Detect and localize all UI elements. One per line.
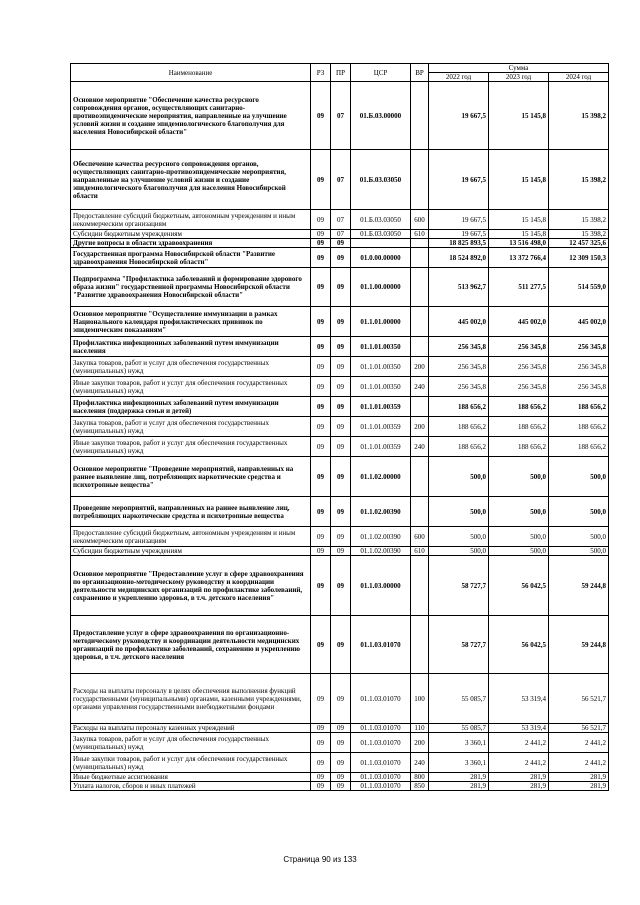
row-value-2022: 256 345,8: [429, 357, 489, 377]
row-rz: 09: [311, 556, 331, 616]
row-value-2024: 500,0: [549, 457, 609, 497]
row-value-2022: 188 656,2: [429, 437, 489, 457]
table-row: [71, 724, 609, 733]
row-vr: 240: [411, 377, 429, 397]
header-csr: ЦСР: [351, 64, 411, 82]
page-number: Страница 90 из 133: [283, 855, 357, 864]
row-name: Закупка товаров, работ и услуг для обеспечения государственных (муниципальных) нужд: [71, 417, 311, 437]
row-vr: [411, 82, 429, 150]
table-row: [71, 377, 609, 397]
row-rz: 09: [311, 239, 331, 248]
row-csr: 01.1.03.01070: [351, 724, 411, 733]
row-name: Другие вопросы в области здравоохранения: [71, 239, 311, 248]
row-value-2024: 12 457 325,6: [549, 239, 609, 248]
row-value-2022: 256 345,8: [429, 337, 489, 357]
table-row: [71, 773, 609, 782]
row-csr: 01.1.02.00390: [351, 527, 411, 547]
row-pr: 09: [331, 417, 351, 437]
row-vr: 600: [411, 527, 429, 547]
row-value-2023: 2 441,2: [489, 753, 549, 773]
row-value-2022: 55 085,7: [429, 674, 489, 724]
row-csr: 01.1.01.00350: [351, 377, 411, 397]
row-csr: 01.1.03.01070: [351, 616, 411, 674]
row-value-2024: 256 345,8: [549, 377, 609, 397]
row-csr: 01.Б.03.00000: [351, 82, 411, 150]
row-pr: 09: [331, 457, 351, 497]
row-name: Государственная программа Новосибирской области "Развитие здравоохранения Новосибирской области": [71, 248, 311, 268]
table-row: [71, 547, 609, 556]
row-pr: 07: [331, 230, 351, 239]
row-name: Субсидии бюджетным учреждениям: [71, 230, 311, 239]
row-value-2024: 500,0: [549, 547, 609, 556]
row-value-2024: 56 521,7: [549, 724, 609, 733]
table-row: [71, 674, 609, 724]
row-rz: 09: [311, 527, 331, 547]
row-csr: 01.1.01.00350: [351, 337, 411, 357]
row-value-2022: 55 085,7: [429, 724, 489, 733]
row-csr: 01.1.03.01070: [351, 753, 411, 773]
row-name: Предоставление услуг в сфере здравоохранения по организационно-методическому руководству и координации деятельности медицинских организаций по профилактике заболеваний, сохранению и укреплению здоровья, в т.ч. детского населения: [71, 616, 311, 674]
row-name: Подпрограмма "Профилактика заболеваний и формирование здорового образа жизни" государственной программы Новосибирской области "Развитие здравоохранения Новосибирской области": [71, 268, 311, 307]
row-value-2022: 513 962,7: [429, 268, 489, 307]
row-rz: 09: [311, 674, 331, 724]
row-rz: 09: [311, 377, 331, 397]
row-pr: 09: [331, 497, 351, 527]
table-row: [71, 457, 609, 497]
row-value-2024: 188 656,2: [549, 437, 609, 457]
row-csr: 01.1.00.00000: [351, 268, 411, 307]
row-csr: 01.1.01.00359: [351, 417, 411, 437]
row-name: Основное мероприятие "Проведение мероприятий, направленных на раннее выявление лиц, потребляющих наркотические средства и психотропные вещества": [71, 457, 311, 497]
row-name: Основное мероприятие "Предоставление услуг в сфере здравоохранения по организационно-методическому руководству и координации деятельности медицинских организаций по профилактике заболеваний, сохранению и укреплению здоровья, в т.ч. детского населения": [71, 556, 311, 616]
row-rz: 09: [311, 733, 331, 753]
row-vr: [411, 248, 429, 268]
row-value-2022: 58 727,7: [429, 556, 489, 616]
row-csr: 01.1.02.00000: [351, 457, 411, 497]
row-value-2024: 281,9: [549, 782, 609, 791]
row-pr: 09: [331, 556, 351, 616]
row-rz: 09: [311, 397, 331, 417]
table-row: [71, 417, 609, 437]
row-value-2022: 500,0: [429, 547, 489, 556]
row-rz: 09: [311, 437, 331, 457]
table-row: [71, 239, 609, 248]
row-rz: 09: [311, 268, 331, 307]
table-row: [71, 497, 609, 527]
row-pr: 09: [331, 782, 351, 791]
row-csr: 01.Б.03.03050: [351, 210, 411, 230]
row-value-2023: 53 319,4: [489, 724, 549, 733]
row-pr: 09: [331, 337, 351, 357]
row-name: Закупка товаров, работ и услуг для обеспечения государственных (муниципальных) нужд: [71, 357, 311, 377]
row-value-2023: 256 345,8: [489, 337, 549, 357]
row-vr: [411, 268, 429, 307]
row-vr: [411, 397, 429, 417]
row-value-2024: 281,9: [549, 773, 609, 782]
row-vr: 200: [411, 417, 429, 437]
row-csr: 01.1.03.00000: [351, 556, 411, 616]
row-value-2022: 500,0: [429, 497, 489, 527]
row-csr: 01.Б.03.03050: [351, 150, 411, 210]
row-name: Предоставление субсидий бюджетным, автономным учреждениям и иным некоммерческим организациям: [71, 210, 311, 230]
table-row: [71, 437, 609, 457]
row-value-2022: 281,9: [429, 782, 489, 791]
row-value-2024: 15 398,2: [549, 210, 609, 230]
row-value-2024: 256 345,8: [549, 357, 609, 377]
header-year-2023: 2023 год: [489, 73, 549, 82]
row-value-2024: 2 441,2: [549, 753, 609, 773]
row-value-2024: 188 656,2: [549, 397, 609, 417]
row-pr: 09: [331, 248, 351, 268]
row-value-2023: 281,9: [489, 773, 549, 782]
row-value-2023: 13 372 766,4: [489, 248, 549, 268]
row-pr: 09: [331, 357, 351, 377]
row-value-2024: 445 002,0: [549, 307, 609, 337]
row-pr: 09: [331, 307, 351, 337]
row-value-2024: 15 398,2: [549, 150, 609, 210]
row-vr: [411, 497, 429, 527]
row-vr: 240: [411, 437, 429, 457]
row-value-2023: 500,0: [489, 527, 549, 547]
row-vr: 200: [411, 733, 429, 753]
row-name: Профилактика инфекционных заболеваний путем иммунизации населения (поддержка семьи и детей): [71, 397, 311, 417]
header-pr: ПР: [331, 64, 351, 82]
row-value-2022: 19 667,5: [429, 82, 489, 150]
row-rz: 09: [311, 230, 331, 239]
row-name: Уплата налогов, сборов и иных платежей: [71, 782, 311, 791]
row-value-2023: 13 516 498,0: [489, 239, 549, 248]
row-vr: [411, 457, 429, 497]
row-rz: 09: [311, 782, 331, 791]
row-name: Обеспечение качества ресурсного сопровождения органов, осуществляющих санитарно-противоэпидемические мероприятия, направленные на улучшение условий жизни и создание эпидемиологического благополучия для населения Новосибирской области: [71, 150, 311, 210]
row-pr: 09: [331, 674, 351, 724]
row-csr: 01.1.02.00390: [351, 497, 411, 527]
row-name: Иные закупки товаров, работ и услуг для обеспечения государственных (муниципальных) нужд: [71, 377, 311, 397]
row-rz: 09: [311, 357, 331, 377]
row-value-2023: 281,9: [489, 782, 549, 791]
row-rz: 09: [311, 307, 331, 337]
header-sum: Сумма: [429, 64, 609, 73]
row-vr: [411, 616, 429, 674]
row-rz: 09: [311, 417, 331, 437]
row-value-2022: 256 345,8: [429, 377, 489, 397]
row-name: Расходы на выплаты персоналу казенных учреждений: [71, 724, 311, 733]
row-pr: 09: [331, 773, 351, 782]
row-value-2022: 500,0: [429, 527, 489, 547]
row-value-2022: 19 667,5: [429, 210, 489, 230]
budget-table-sheet: [70, 63, 608, 791]
row-value-2022: 18 524 892,0: [429, 248, 489, 268]
row-value-2022: 500,0: [429, 457, 489, 497]
row-rz: 09: [311, 457, 331, 497]
row-rz: 09: [311, 337, 331, 357]
row-value-2022: 3 360,1: [429, 733, 489, 753]
row-pr: 09: [331, 547, 351, 556]
row-value-2024: 12 309 150,3: [549, 248, 609, 268]
row-vr: [411, 337, 429, 357]
row-pr: 09: [331, 397, 351, 417]
row-value-2024: 500,0: [549, 497, 609, 527]
table-row: [71, 307, 609, 337]
row-value-2024: 15 398,2: [549, 230, 609, 239]
row-value-2023: 500,0: [489, 457, 549, 497]
row-name: Иные закупки товаров, работ и услуг для обеспечения государственных (муниципальных) нужд: [71, 753, 311, 773]
row-name: Профилактика инфекционных заболеваний путем иммунизации населения: [71, 337, 311, 357]
table-row: [71, 753, 609, 773]
row-pr: 09: [331, 239, 351, 248]
row-value-2022: 188 656,2: [429, 417, 489, 437]
row-value-2023: 15 145,8: [489, 210, 549, 230]
table-row: [71, 337, 609, 357]
row-csr: 01.1.03.01070: [351, 733, 411, 753]
row-vr: 610: [411, 547, 429, 556]
row-rz: 09: [311, 82, 331, 150]
row-value-2022: 281,9: [429, 773, 489, 782]
table-body: [71, 82, 609, 791]
row-name: Основное мероприятие "Осуществление иммунизации в рамках Национального календаря профилактических прививок по эпидемическим показаниям": [71, 307, 311, 337]
row-name: Расходы на выплаты персоналу в целях обеспечения выполнения функций государственными (муниципальными) органами, казенными учреждениями, органами управления государственными внебюджетными фондами: [71, 674, 311, 724]
table-row: [71, 268, 609, 307]
table-row: [71, 150, 609, 210]
row-name: Субсидии бюджетным учреждениям: [71, 547, 311, 556]
row-csr: 01.Б.03.03050: [351, 230, 411, 239]
row-value-2023: 56 042,5: [489, 556, 549, 616]
row-rz: 09: [311, 773, 331, 782]
row-vr: 240: [411, 753, 429, 773]
row-value-2024: 2 441,2: [549, 733, 609, 753]
row-value-2022: 19 667,5: [429, 230, 489, 239]
row-value-2022: 445 002,0: [429, 307, 489, 337]
row-value-2024: 15 398,2: [549, 82, 609, 150]
row-value-2023: 256 345,8: [489, 377, 549, 397]
row-value-2024: 59 244,8: [549, 556, 609, 616]
row-vr: 110: [411, 724, 429, 733]
row-value-2024: 514 559,0: [549, 268, 609, 307]
row-name: Предоставление субсидий бюджетным, автономным учреждениям и иным некоммерческим организациям: [71, 527, 311, 547]
row-name: Иные бюджетные ассигнования: [71, 773, 311, 782]
row-csr: 01.1.03.01070: [351, 782, 411, 791]
table-row: [71, 616, 609, 674]
row-value-2023: 15 145,8: [489, 82, 549, 150]
row-pr: 09: [331, 377, 351, 397]
row-rz: 09: [311, 616, 331, 674]
row-value-2024: 188 656,2: [549, 417, 609, 437]
row-value-2024: 500,0: [549, 527, 609, 547]
row-pr: 09: [331, 527, 351, 547]
row-vr: [411, 307, 429, 337]
row-value-2023: 15 145,8: [489, 230, 549, 239]
row-vr: [411, 150, 429, 210]
row-value-2023: 53 319,4: [489, 674, 549, 724]
row-pr: 09: [331, 733, 351, 753]
row-value-2023: 188 656,2: [489, 417, 549, 437]
row-pr: 07: [331, 150, 351, 210]
row-value-2024: 59 244,8: [549, 616, 609, 674]
row-csr: 01.1.02.00390: [351, 547, 411, 556]
row-csr: [351, 239, 411, 248]
row-pr: 09: [331, 753, 351, 773]
row-pr: 09: [331, 724, 351, 733]
row-value-2023: 500,0: [489, 547, 549, 556]
row-name: Иные закупки товаров, работ и услуг для обеспечения государственных (муниципальных) нужд: [71, 437, 311, 457]
table-row: [71, 556, 609, 616]
row-rz: 09: [311, 248, 331, 268]
header-year-2022: 2022 год: [429, 73, 489, 82]
row-value-2023: 445 002,0: [489, 307, 549, 337]
table-row: [71, 248, 609, 268]
row-vr: [411, 239, 429, 248]
table-row: [71, 397, 609, 417]
row-name: Закупка товаров, работ и услуг для обеспечения государственных (муниципальных) нужд: [71, 733, 311, 753]
row-csr: 01.1.03.01070: [351, 773, 411, 782]
row-value-2022: 19 667,5: [429, 150, 489, 210]
table-row: [71, 82, 609, 150]
row-name: Основное мероприятие "Обеспечение качества ресурсного сопровождения органов, осуществляющих санитарно-противоэпидемические мероприятия, направленные на улучшение условий жизни и создание эпидемиологического благополучия для населения Новосибирской области": [71, 82, 311, 150]
row-pr: 09: [331, 268, 351, 307]
row-value-2023: 15 145,8: [489, 150, 549, 210]
row-csr: 01.1.01.00359: [351, 437, 411, 457]
table-row: [71, 527, 609, 547]
row-rz: 09: [311, 497, 331, 527]
row-csr: 01.1.01.00350: [351, 357, 411, 377]
row-value-2023: 511 277,5: [489, 268, 549, 307]
row-csr: 01.1.01.00359: [351, 397, 411, 417]
row-value-2022: 188 656,2: [429, 397, 489, 417]
row-csr: 01.1.01.00000: [351, 307, 411, 337]
row-value-2023: 188 656,2: [489, 437, 549, 457]
row-vr: 600: [411, 210, 429, 230]
row-pr: 07: [331, 210, 351, 230]
row-vr: 610: [411, 230, 429, 239]
row-vr: 100: [411, 674, 429, 724]
row-value-2023: 188 656,2: [489, 397, 549, 417]
row-vr: 200: [411, 357, 429, 377]
row-value-2024: 56 521,7: [549, 674, 609, 724]
table-row: [71, 733, 609, 753]
table-row: [71, 357, 609, 377]
row-rz: 09: [311, 724, 331, 733]
row-value-2023: 2 441,2: [489, 733, 549, 753]
row-csr: 01.0.00.00000: [351, 248, 411, 268]
row-value-2024: 256 345,8: [549, 337, 609, 357]
row-csr: 01.1.03.01070: [351, 674, 411, 724]
row-value-2023: 256 345,8: [489, 357, 549, 377]
row-pr: 09: [331, 437, 351, 457]
row-value-2023: 500,0: [489, 497, 549, 527]
table-row: [71, 230, 609, 239]
header-rz: РЗ: [311, 64, 331, 82]
row-rz: 09: [311, 753, 331, 773]
header-vr: ВР: [411, 64, 429, 82]
table-row: [71, 210, 609, 230]
row-vr: 850: [411, 782, 429, 791]
row-rz: 09: [311, 150, 331, 210]
row-value-2022: 3 360,1: [429, 753, 489, 773]
header-year-2024: 2024 год: [549, 73, 609, 82]
header-name: Наименование: [71, 64, 311, 82]
row-value-2022: 58 727,7: [429, 616, 489, 674]
row-vr: [411, 556, 429, 616]
row-rz: 09: [311, 210, 331, 230]
row-vr: 800: [411, 773, 429, 782]
row-pr: 09: [331, 616, 351, 674]
row-pr: 07: [331, 82, 351, 150]
row-value-2022: 18 825 893,5: [429, 239, 489, 248]
row-value-2023: 56 042,5: [489, 616, 549, 674]
row-rz: 09: [311, 547, 331, 556]
row-name: Проведение мероприятий, направленных на раннее выявление лиц, потребляющих наркотические средства и психотропные вещества: [71, 497, 311, 527]
table-row: [71, 782, 609, 791]
budget-table: [70, 63, 609, 791]
